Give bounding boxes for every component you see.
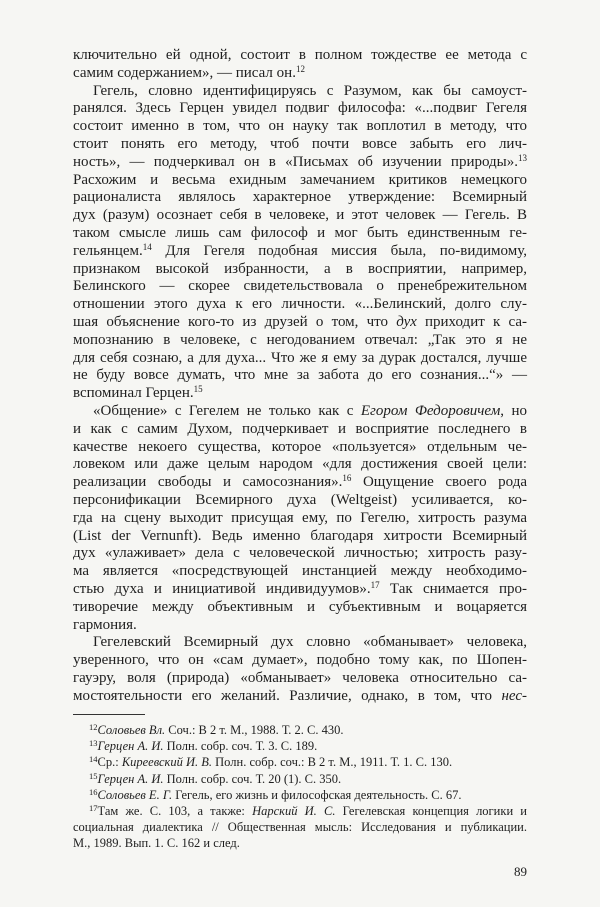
text-line	[73, 172, 527, 190]
text-line	[73, 421, 527, 439]
text-run: Белинского — скорее свидетельствовала о пренебрежительном	[73, 278, 527, 295]
footnote-ref: 16	[342, 473, 352, 484]
text-line	[73, 207, 527, 225]
footnote-ref: 14	[142, 241, 152, 252]
footnotes	[73, 722, 527, 852]
text-run: признаком высокой избранности, а в восприятии, например,	[73, 260, 527, 277]
text-run: рационалиста являлось характерное утверждение: Всемирный	[73, 189, 527, 206]
text-run: Полн. собр. соч. Т. 20 (1). С. 350.	[163, 771, 342, 786]
text-run: гда на сцену выходит присущая ему, по Гегелю, хитрость разума	[73, 509, 527, 526]
footnote-line	[73, 754, 527, 770]
text-run: социальная диалектика // Общественная мысль: Исследования и публикации.	[73, 820, 527, 835]
text-line	[73, 47, 527, 65]
text-run: дух «улаживает» дела с человеческой личностью; хитрость разу-	[73, 545, 527, 562]
text-line	[73, 65, 527, 83]
text-line	[73, 154, 527, 172]
text-line	[73, 100, 527, 118]
text-line	[73, 528, 527, 546]
text-run: Полн. собр. соч.: В 2 т. М., 1911. Т. 1. С. 130.	[212, 755, 453, 770]
italic-text: нес-	[501, 687, 527, 704]
text-run: Гегелевская концепция логики и	[335, 803, 527, 818]
italic-text: Герцен А. И.	[97, 739, 164, 754]
text-run: гельянцем.	[73, 242, 143, 259]
footnote-line	[73, 787, 527, 803]
italic-text: Нарский И. С.	[252, 803, 336, 818]
italic-text: Соловьев Вл.	[97, 723, 166, 737]
footnote-ref: 12	[89, 722, 98, 732]
footnote-line	[73, 819, 527, 835]
text-run: и как с самим Духом, подчеркивает и восприятие последнего в	[73, 420, 527, 437]
footnote-ref: 16	[89, 786, 98, 797]
text-run: персонификации Всемирного духа (Weltgeist) усиливается, ко-	[73, 491, 527, 508]
footnote-ref: 17	[89, 802, 98, 813]
text-line	[73, 510, 527, 528]
text-line	[73, 385, 527, 403]
text-line	[73, 670, 527, 688]
text-run: ма является «посредствующей инстанцией между необходимо-	[73, 563, 527, 580]
italic-text: Егором Федоровичем	[360, 402, 501, 419]
text-line	[73, 403, 527, 421]
footnote-ref: 12	[295, 63, 305, 74]
text-run: Ср.:	[97, 755, 122, 770]
italic-text: дух	[396, 313, 417, 330]
text-line	[73, 492, 527, 510]
text-run: Гегелевский Всемирный дух словно «обманывает» человека,	[93, 634, 527, 651]
text-line	[73, 350, 527, 368]
text-run: мопознанию в человеке, с негодованием отвечал: „Так это я не	[73, 331, 527, 348]
text-run: не буду вовсе думать, что мне за забота до его сознания...“» —	[73, 367, 527, 384]
text-line	[73, 261, 527, 279]
text-run: гармония.	[73, 616, 137, 633]
text-line	[73, 314, 527, 332]
text-run: Там же. С. 103, а также:	[97, 803, 253, 818]
text-run: реализации свободы и самосознания».	[73, 474, 343, 491]
text-run: самим содержанием», — писал он.	[73, 64, 296, 81]
text-run: стью духа и инициативой индивидуумов».	[73, 580, 371, 597]
footnote-line	[73, 835, 527, 851]
text-run: ключительно ей одной, состоит в полном тождестве ее метода с	[73, 47, 527, 63]
footnote-line	[73, 722, 527, 738]
text-run: стоит понять его методу, чтоб почти вовсе забыть его лич-	[73, 135, 527, 152]
text-line	[73, 581, 527, 599]
text-run: М., 1989. Вып. 1. С. 162 и след.	[73, 836, 240, 851]
italic-text: Соловьев Е. Г.	[97, 787, 173, 802]
text-line	[73, 599, 527, 617]
footnote-line	[73, 803, 527, 819]
text-run: ловеком или даже целым народом «для достижения своей цели:	[73, 456, 527, 473]
text-run: Полн. собр. соч. Т. 3. С. 189.	[163, 739, 318, 754]
italic-text: Киреевский И. В.	[121, 755, 213, 770]
text-run: приходит к са-	[416, 313, 528, 330]
text-run: тиворечие между объективным и субъективным и воцаряется	[73, 598, 527, 615]
text-line	[73, 83, 527, 101]
text-line	[73, 367, 527, 385]
footnote-line	[73, 738, 527, 754]
footnote-line	[73, 771, 527, 787]
italic-text: Герцен А. И.	[97, 771, 164, 786]
text-run: шая объяснение кого-то из друзей о том, что	[73, 313, 397, 330]
text-line	[73, 634, 527, 652]
text-run: гауэру, воля (природа) «обманывает» человека относительно са-	[73, 669, 527, 686]
text-run: качестве некоего существа, которое «пользуется» отдельным че-	[73, 438, 527, 455]
text-line	[73, 225, 527, 243]
text-run: «Общение» с Гегелем не только как с	[93, 402, 361, 419]
text-line	[73, 652, 527, 670]
text-run: (List der Vernunft). Ведь именно благодаря хитрости Всемирный	[73, 527, 527, 544]
text-line	[73, 688, 527, 706]
footnote-ref: 17	[370, 579, 380, 590]
footnote-ref: 15	[89, 770, 98, 781]
text-run: ранялся. Здесь Герцен увидел подвиг философа: «...подвиг Гегеля	[73, 100, 527, 117]
footnote-ref: 14	[89, 754, 98, 765]
text-run: для себя сознаю, а для духа... Что же я ему за дурак достался, лучше	[73, 349, 527, 366]
text-run: ность», — подчеркивал он в «Письмах об изучении природы».	[73, 153, 518, 170]
text-line	[73, 563, 527, 581]
footnote-ref: 13	[518, 152, 527, 163]
text-line	[73, 136, 527, 154]
text-line	[73, 278, 527, 296]
text-line	[73, 456, 527, 474]
text-line	[73, 118, 527, 136]
body-text	[73, 47, 527, 705]
page-number: 89	[514, 864, 527, 879]
text-run: Гегель, его жизнь и философская деятельность. С. 67.	[172, 787, 462, 802]
text-line	[73, 189, 527, 207]
text-run: состоит именно в том, что он науку так воплотил в методу, что	[73, 118, 527, 135]
footnote-ref: 13	[89, 738, 98, 749]
text-run: Так снимается про-	[379, 580, 527, 597]
text-run: дух (разум) осознает себя в человеке, и этот человек — Гегель. В	[73, 207, 527, 224]
text-line	[73, 243, 527, 261]
text-run: Гегель, словно идентифицируясь с Разумом, как бы самоуст-	[93, 82, 527, 99]
footnote-separator	[73, 714, 145, 715]
text-run: уверенного, что он «сам думает», подобно тому как, по Шопен-	[73, 652, 527, 669]
footnote-ref: 15	[193, 384, 203, 395]
text-line	[73, 332, 527, 350]
text-line	[73, 296, 527, 314]
text-run: вспоминал Герцен.	[73, 385, 194, 402]
text-line	[73, 545, 527, 563]
text-run: мостоятельности его желаний. Различие, однако, в том, что	[73, 687, 502, 704]
text-line	[73, 617, 527, 635]
text-run: отношении этого духа к его личности. «...Белинский, долго слу-	[73, 296, 527, 313]
text-run: , но	[500, 402, 528, 419]
text-line	[73, 439, 527, 457]
text-line	[73, 474, 527, 492]
text-run: Для Гегеля подобная миссия была, по-видимому,	[151, 242, 527, 259]
text-run: Соч.: В 2 т. М., 1988. Т. 2. С. 430.	[165, 723, 344, 737]
text-run: Ощущение своего рода	[351, 474, 527, 491]
text-run: таком смысле лишь сам философ и мог быть единственным ге-	[73, 224, 527, 241]
text-run: Расхожим и весьма ехидным замечанием критиков немецкого	[73, 171, 527, 188]
